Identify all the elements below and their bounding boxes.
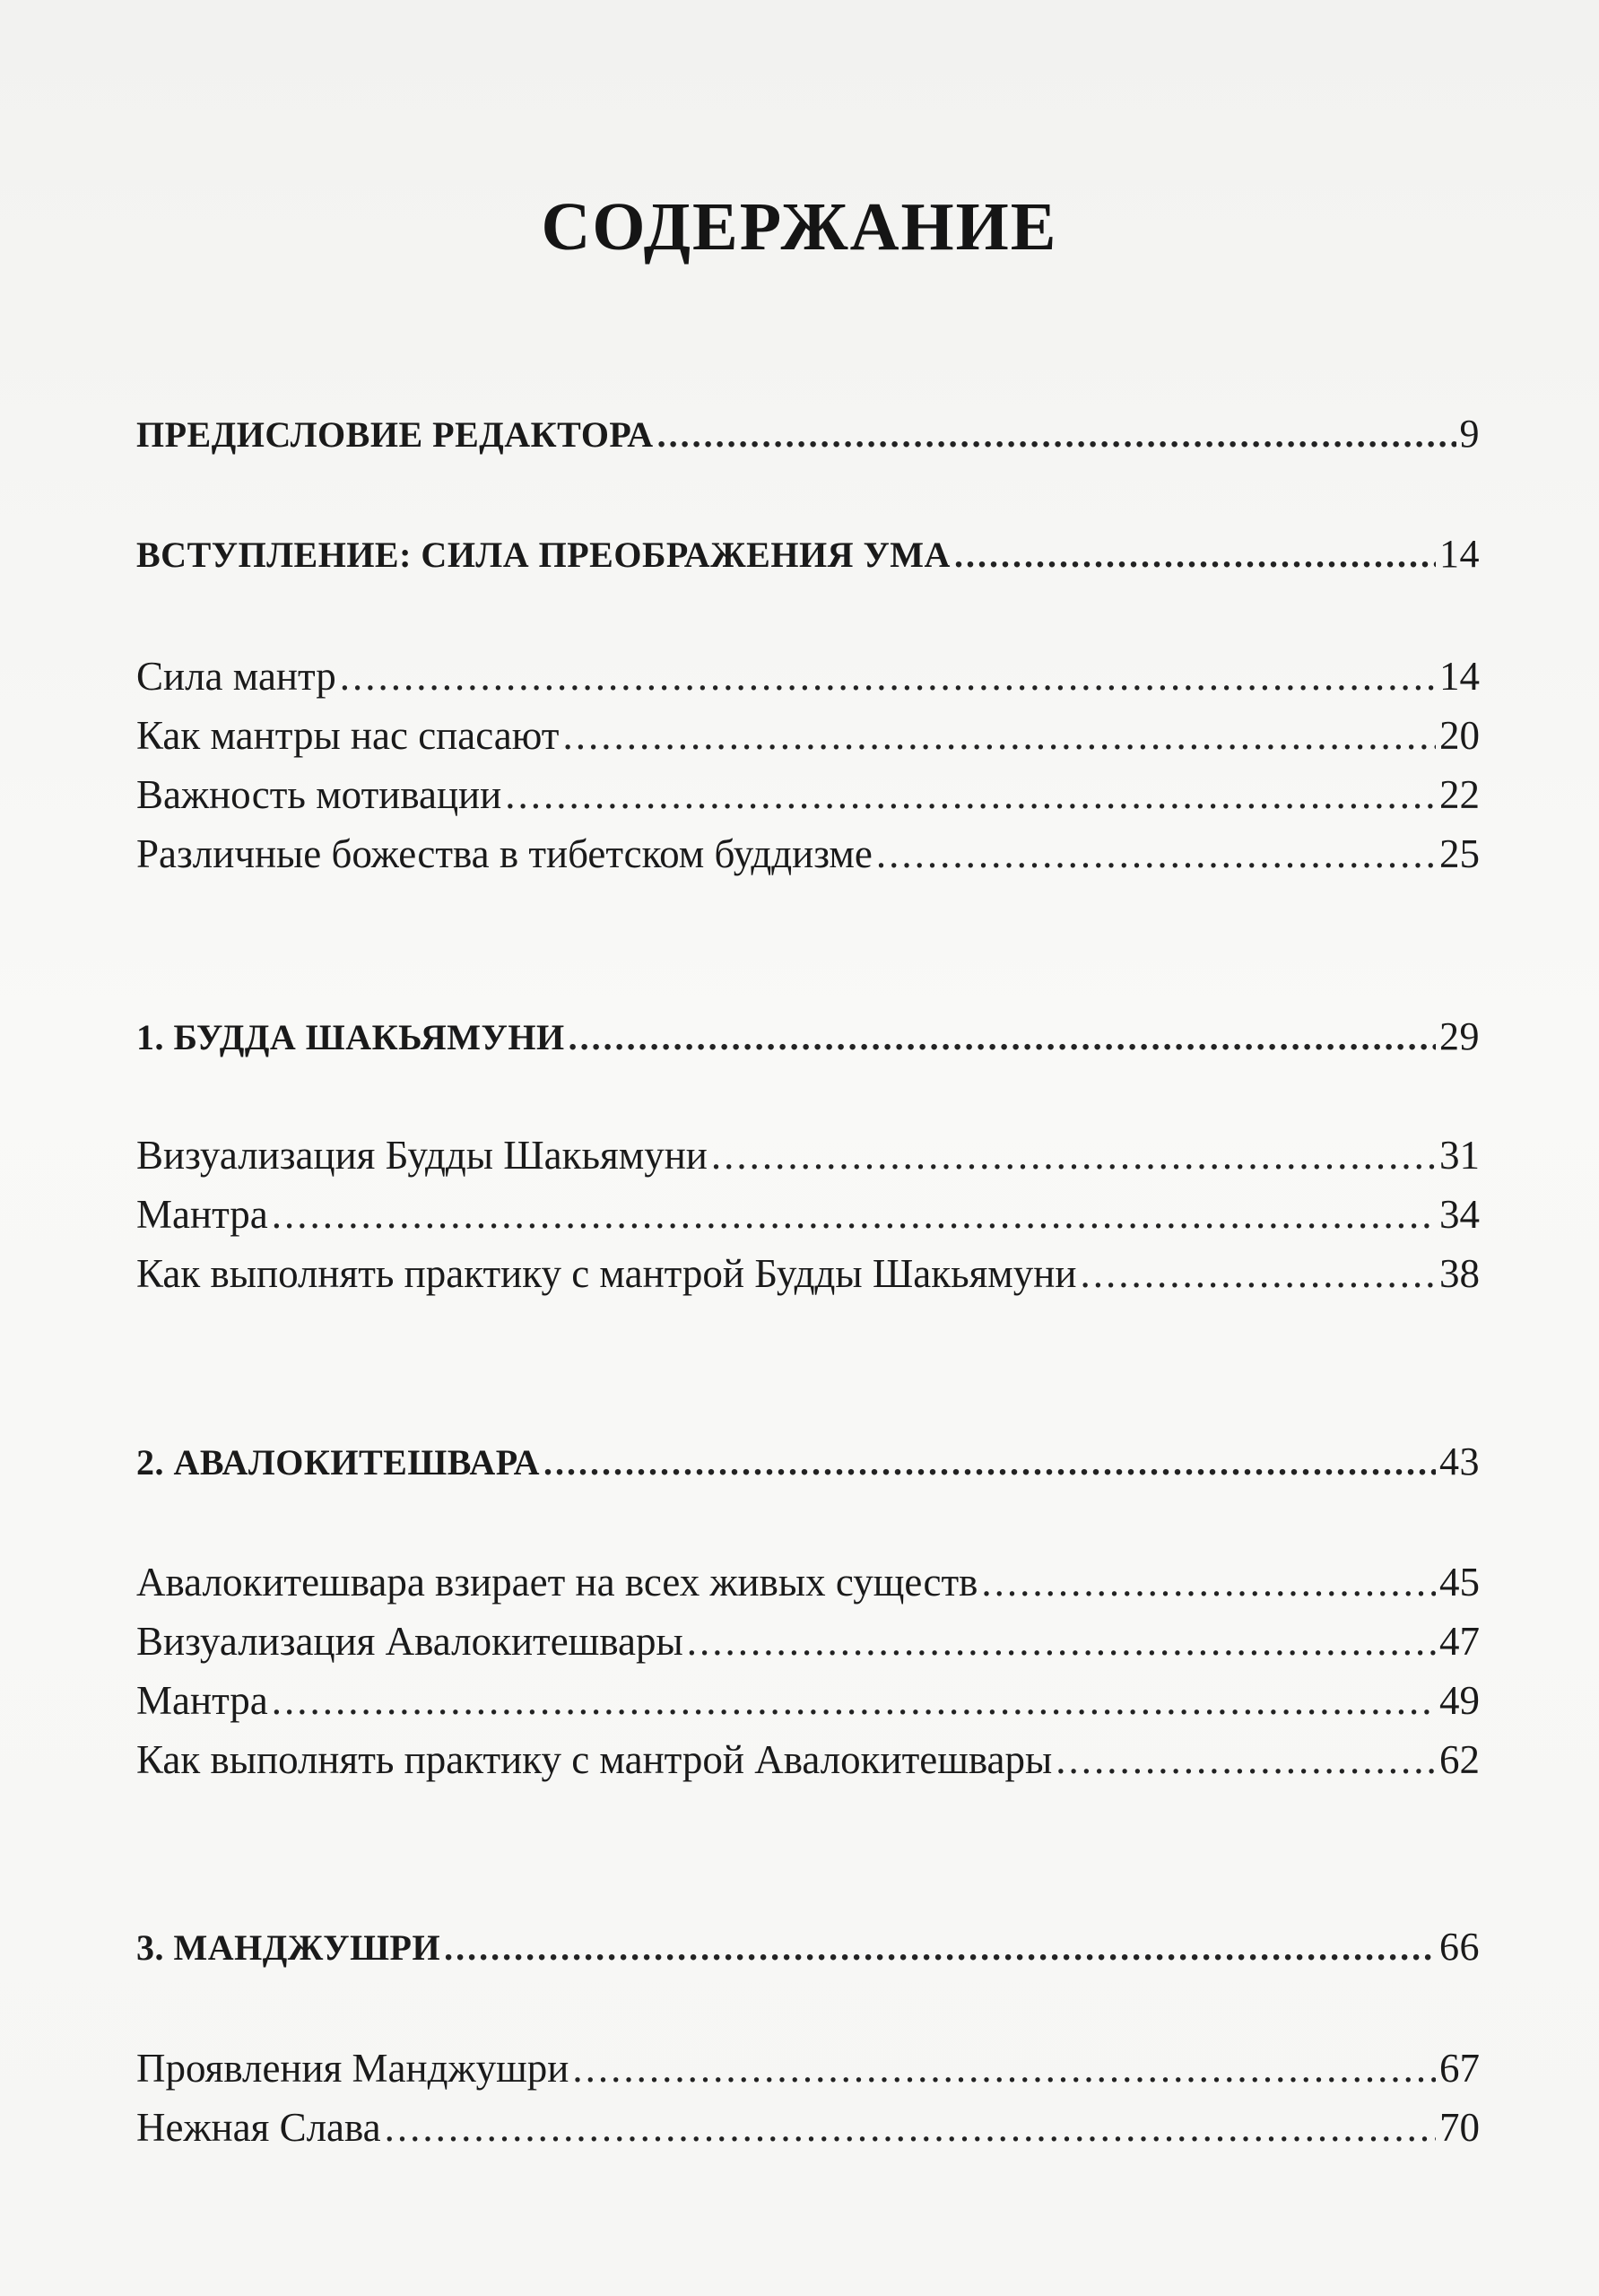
toc-entry-page: 62 xyxy=(1439,1737,1480,1782)
toc-dot-leader xyxy=(569,1016,1436,1058)
toc-entry-label: Визуализация Авалокитешвары xyxy=(136,1619,683,1664)
toc-dot-leader xyxy=(272,1677,1436,1724)
toc-entry-section xyxy=(136,1677,1480,1731)
toc-entry-page: 31 xyxy=(1439,1133,1480,1178)
toc-entry-page: 20 xyxy=(1439,713,1480,758)
toc-entry-section xyxy=(136,1736,1480,1790)
toc-dot-leader xyxy=(954,534,1436,576)
toc-entry-section xyxy=(136,1250,1480,1304)
toc-entry-page: 38 xyxy=(1439,1251,1480,1296)
toc-dot-leader xyxy=(687,1618,1436,1665)
toc-dot-leader xyxy=(711,1132,1436,1178)
toc-entry-section xyxy=(136,1191,1480,1245)
toc-entry-page: 70 xyxy=(1439,2105,1480,2150)
toc-entry-label: ВСТУПЛЕНИЕ: СИЛА ПРЕОБРАЖЕНИЯ УМА xyxy=(136,535,951,575)
toc-entry-page: 14 xyxy=(1439,532,1480,576)
toc-entry-page: 34 xyxy=(1439,1192,1480,1237)
toc-dot-leader xyxy=(876,831,1436,877)
toc-dot-leader xyxy=(572,2045,1436,2092)
toc-dot-leader xyxy=(340,653,1436,700)
toc-entry-page: 29 xyxy=(1439,1014,1480,1058)
toc-dot-leader xyxy=(543,1441,1436,1483)
toc-entry-section xyxy=(136,771,1480,825)
toc-entry-label: Визуализация Будды Шакьямуни xyxy=(136,1133,708,1178)
toc-entry-page: 67 xyxy=(1439,2046,1480,2091)
toc-entry-page: 49 xyxy=(1439,1678,1480,1723)
toc-dot-leader xyxy=(505,771,1436,818)
toc-entry-label: 1. БУДДА ШАКЬЯМУНИ xyxy=(136,1017,565,1057)
toc-entry-section xyxy=(136,1132,1480,1186)
toc-entry-chapter xyxy=(136,1013,1480,1067)
toc-dot-leader xyxy=(1056,1736,1436,1783)
toc-entry-page: 14 xyxy=(1439,654,1480,699)
toc-entry-label: Мантра xyxy=(136,1192,268,1237)
toc-entry-page: 45 xyxy=(1439,1560,1480,1605)
toc-dot-leader xyxy=(981,1559,1436,1605)
toc-entry-page: 25 xyxy=(1439,831,1480,876)
toc-entry-page: 22 xyxy=(1439,772,1480,817)
toc-entry-section xyxy=(136,712,1480,766)
toc-entry-page: 9 xyxy=(1459,412,1480,456)
toc-entry-label: Как мантры нас спасают xyxy=(136,713,560,758)
page-title: СОДЕРЖАНИЕ xyxy=(541,189,1058,265)
toc-entry-label: Нежная Слава xyxy=(136,2105,381,2150)
toc-dot-leader xyxy=(1080,1250,1436,1297)
toc-entry-section xyxy=(136,2104,1480,2158)
toc-entry-label: Сила мантр xyxy=(136,654,336,699)
toc-entry-section xyxy=(136,1559,1480,1613)
toc-entry-label: Авалокитешвара взирает на всех живых существ xyxy=(136,1560,978,1605)
toc-entry-page: 66 xyxy=(1439,1925,1480,1969)
toc-entry-section xyxy=(136,831,1480,884)
toc-entry-label: Проявления Манджушри xyxy=(136,2046,569,2091)
toc-entry-label: ПРЕДИСЛОВИЕ РЕДАКТОРА xyxy=(136,414,654,455)
toc-entry-chapter xyxy=(136,411,1480,465)
toc-entry-chapter xyxy=(136,1924,1480,1978)
toc-entry-label: Как выполнять практику с мантрой Авалокитешвары xyxy=(136,1737,1053,1782)
toc-entry-label: 2. АВАЛОКИТЕШВАРА xyxy=(136,1442,541,1483)
toc-entry-chapter xyxy=(136,531,1480,585)
toc-entry-label: Различные божества в тибетском буддизме xyxy=(136,831,873,876)
toc-entry-chapter xyxy=(136,1439,1480,1492)
toc-entry-label: 3. МАНДЖУШРИ xyxy=(136,1927,441,1968)
toc-entry-page: 47 xyxy=(1439,1619,1480,1664)
toc-entry-section xyxy=(136,653,1480,707)
toc-entry-label: Важность мотивации xyxy=(136,772,502,817)
toc-entry-label: Мантра xyxy=(136,1678,268,1723)
toc-entry-label: Как выполнять практику с мантрой Будды Шакьямуни xyxy=(136,1251,1077,1296)
toc-dot-leader xyxy=(562,712,1436,759)
toc-entry-section xyxy=(136,1618,1480,1672)
toc-entry-page: 43 xyxy=(1439,1439,1480,1483)
toc-dot-leader xyxy=(272,1191,1436,1238)
toc-dot-leader xyxy=(657,413,1456,456)
toc-dot-leader xyxy=(444,1926,1436,1969)
toc-entry-section xyxy=(136,2045,1480,2099)
toc-dot-leader xyxy=(385,2104,1436,2151)
